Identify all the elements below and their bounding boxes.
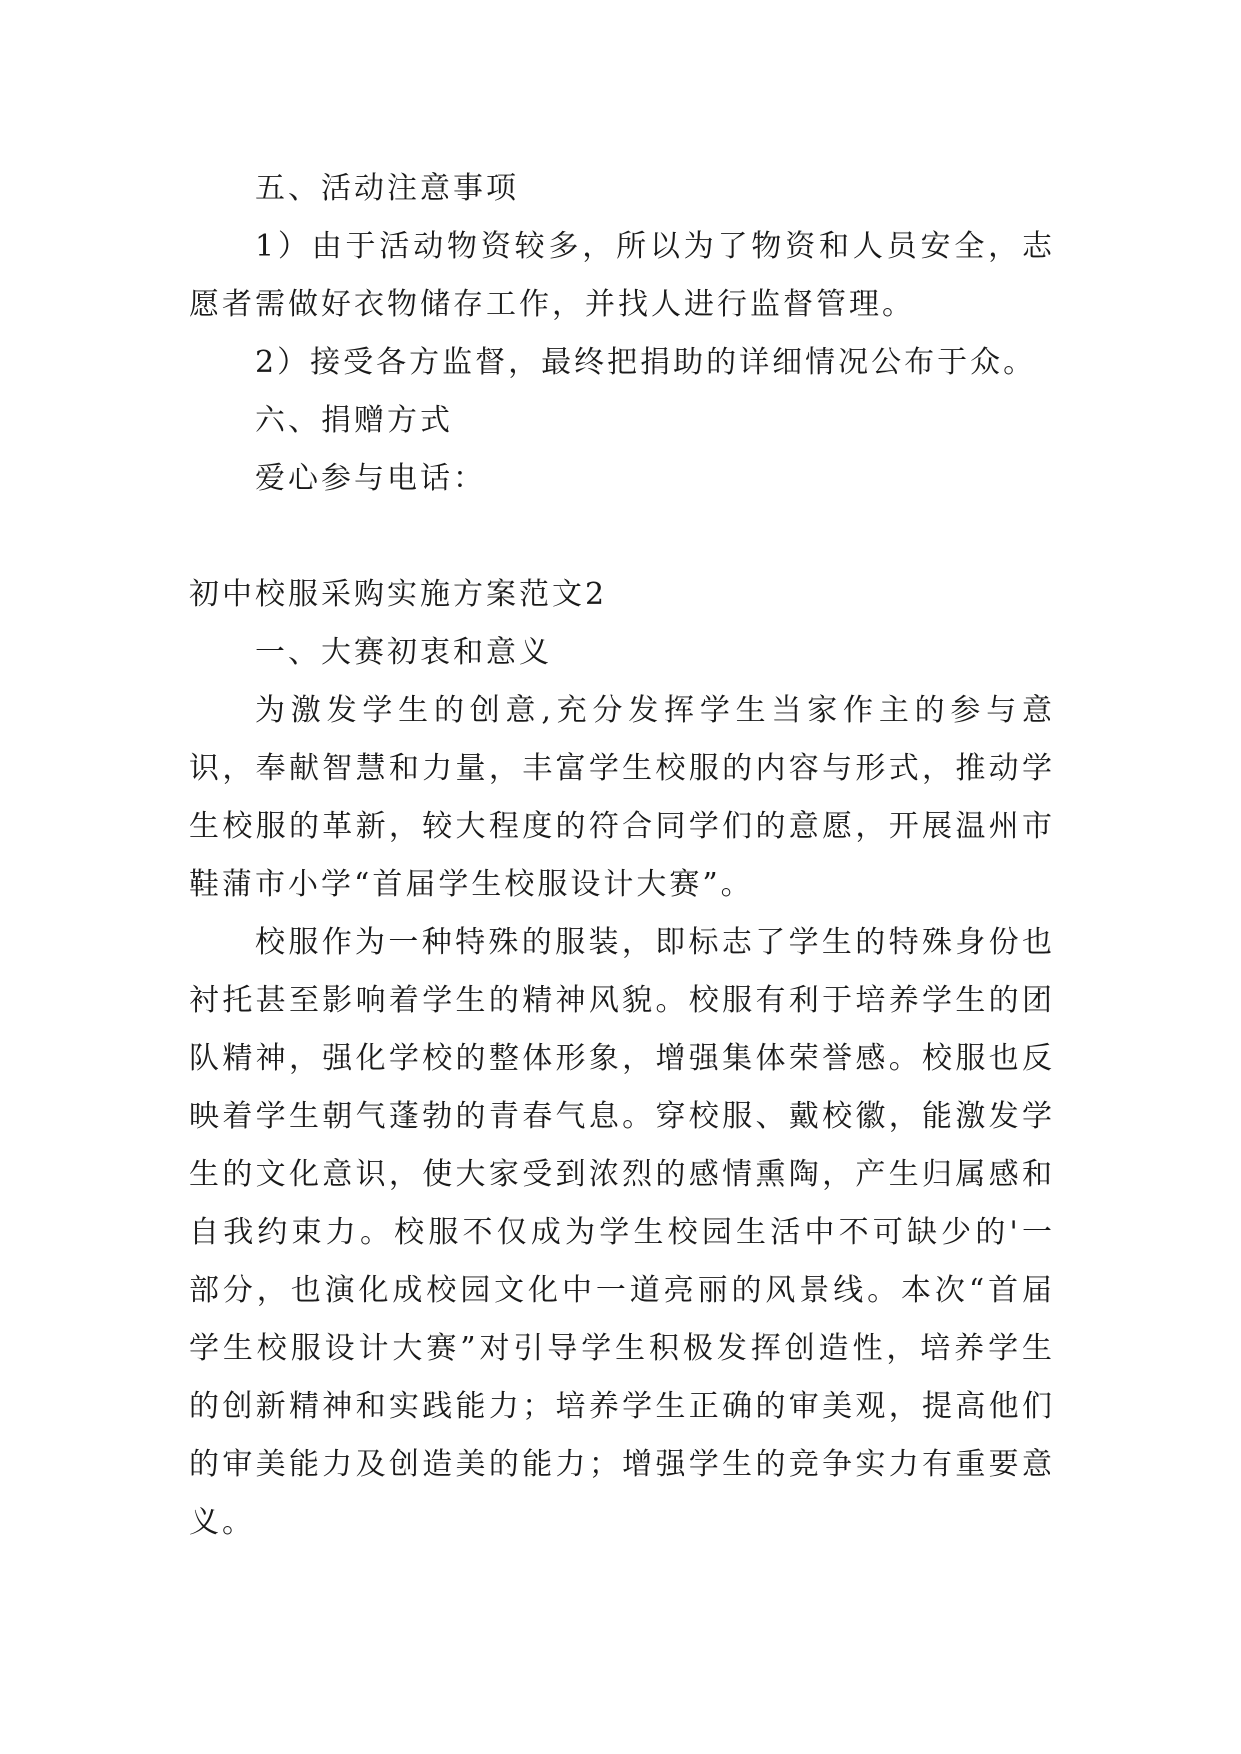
paragraph: 1）由于活动物资较多，所以为了物资和人员安全，志愿者需做好衣物储存工作，并找人进行监督管理。 [189, 229, 1055, 322]
paragraph: 为激发学生的创意,充分发挥学生当家作主的参与意识，奉献智慧和力量，丰富学生校服的内容与形式，推动学生校服的革新，较大程度的符合同学们的意愿，开展温州市鞋蒲市小学“首届学生校服设计大赛”。 [189, 693, 1055, 902]
paragraph: 2）接受各方监督，最终把捐助的详细情况公布于众。 [255, 345, 1037, 380]
section-heading: 五、活动注意事项 [255, 171, 519, 206]
paragraph: 校服作为一种特殊的服装，即标志了学生的特殊身份也衬托甚至影响着学生的精神风貌。校服有利于培养学生的团队精神，强化学校的整体形象，增强集体荣誉感。校服也反映着学生朝气蓬勃的青春气息。穿校服、戴校徽，能激发学生的文化意识，使大家受到浓烈的感情熏陶，产生归属感和自我约束力。校服不仅成为学生校园生活中不可缺少的'一部分，也演化成校园文化中一道亮丽的风景线。本次“首届学生校服设计大赛”对引导学生积极发挥创造性，培养学生的创新精神和实践能力；培养学生正确的审美观，提高他们的审美能力及创造美的能力；增强学生的竞争实力有重要意义。 [189, 925, 1055, 1540]
article-title: 初中校服采购实施方案范文2 [189, 577, 608, 612]
spacer [189, 508, 1055, 566]
section-heading: 一、大赛初衷和意义 [255, 635, 552, 670]
phone-label: 爱心参与电话： [255, 461, 486, 496]
section-heading: 六、捐赠方式 [255, 403, 453, 438]
document-body [189, 160, 1055, 1552]
